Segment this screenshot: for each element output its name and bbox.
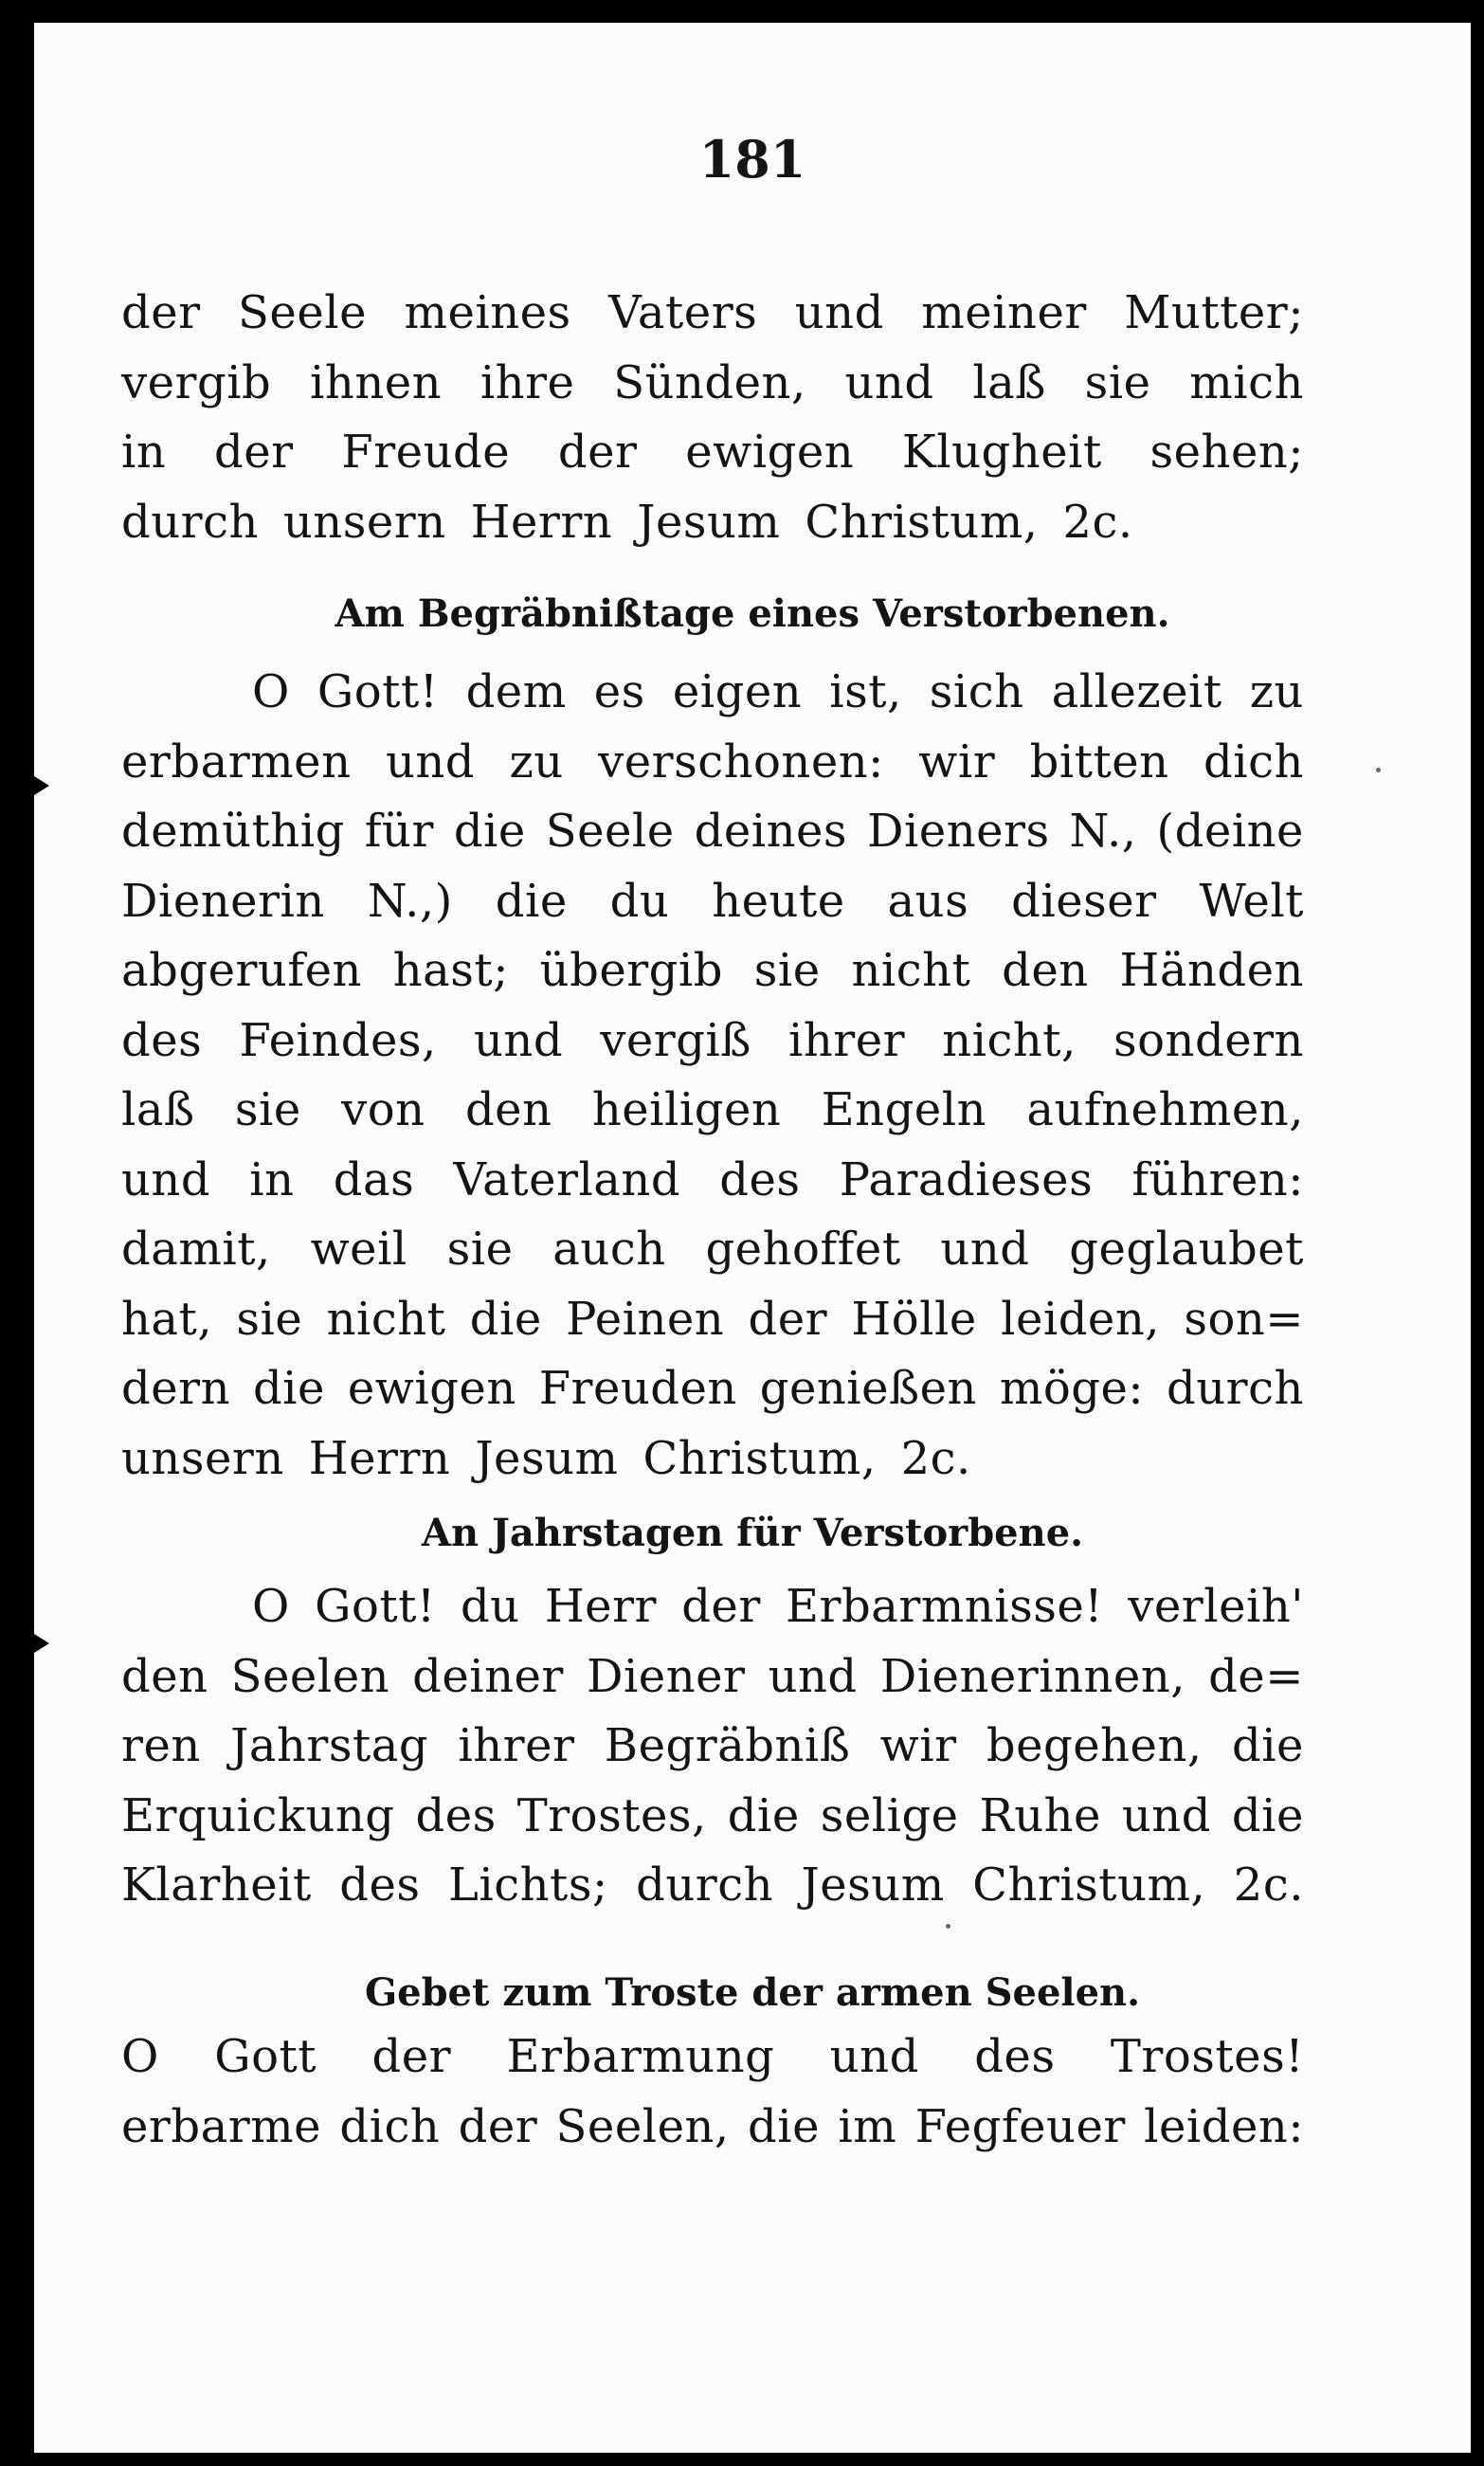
word: die: [1231, 1719, 1304, 1772]
word: die: [453, 805, 526, 858]
text-line: [121, 279, 1304, 349]
page-number: 181: [698, 129, 806, 190]
word: sie: [236, 1292, 303, 1346]
word: hat,: [121, 1292, 213, 1346]
text-line: [121, 1354, 1304, 1424]
word: nicht: [326, 1292, 446, 1346]
word: aus: [887, 874, 969, 928]
word: und: [829, 2030, 919, 2083]
word: Gott!: [317, 665, 439, 718]
word: mich: [1189, 355, 1304, 409]
word: Peinen: [566, 1292, 725, 1346]
paragraph-3: [121, 1572, 1304, 1921]
word: Feindes,: [239, 1013, 437, 1067]
word: Vaterland: [453, 1152, 681, 1206]
text-line: [121, 1572, 1304, 1642]
text-line: [121, 936, 1304, 1006]
word: dern: [121, 1362, 230, 1415]
word: Herrn: [308, 1431, 451, 1485]
word: damit,: [121, 1223, 271, 1276]
word: und: [768, 1649, 858, 1703]
word: sie: [1084, 355, 1151, 409]
word: Freude: [341, 426, 511, 479]
word: Herrn: [470, 495, 613, 549]
word: den: [464, 1083, 552, 1136]
word: (deine: [1156, 805, 1304, 858]
word: leiden,: [1001, 1292, 1161, 1346]
word: im: [838, 2099, 897, 2153]
word: es: [593, 665, 645, 718]
word: Gott!: [315, 1580, 436, 1633]
word: der: [681, 1580, 761, 1633]
word: O: [252, 1580, 290, 1633]
text-line: [121, 2093, 1304, 2163]
word: Dieners: [866, 805, 1050, 858]
word: Vaters: [608, 286, 758, 339]
word: Jesum: [801, 1859, 945, 1912]
word: begehen,: [986, 1719, 1203, 1772]
text-line: [121, 1006, 1304, 1077]
word: des: [974, 2030, 1056, 2083]
word: O: [252, 665, 290, 718]
word: ihre: [480, 355, 575, 409]
word: allezeit: [1051, 665, 1222, 718]
word: de=: [1208, 1649, 1304, 1703]
word: und: [844, 355, 934, 409]
word: vergib: [121, 355, 272, 409]
paragraph-1: [121, 279, 1304, 557]
text-line: [121, 867, 1304, 937]
word: Begräbniß: [604, 1719, 851, 1772]
text-line: [121, 1285, 1304, 1355]
text-line: [121, 1642, 1304, 1713]
word: des: [415, 1788, 497, 1842]
word: in: [121, 426, 167, 479]
text-line: [121, 1076, 1304, 1146]
word: auch: [552, 1223, 666, 1276]
section-heading-prayer: Gebet zum Troste der armen Seelen.: [364, 1970, 1141, 2015]
word: 2c.: [900, 1431, 971, 1485]
text-line: [121, 2022, 1304, 2093]
word: von: [341, 1083, 425, 1136]
word: du: [609, 874, 670, 928]
word: erbarme: [121, 2099, 322, 2153]
word: die: [252, 1362, 325, 1415]
word: Sünden,: [613, 355, 806, 409]
paper-speck: [946, 1924, 950, 1929]
word: deines: [694, 805, 848, 858]
word: wir: [918, 734, 996, 789]
text-line: [121, 1851, 1304, 1921]
word: Christum,: [805, 495, 1039, 549]
word: ist,: [829, 665, 902, 718]
word: nicht,: [942, 1013, 1077, 1067]
word: meines: [404, 286, 571, 339]
word: der: [748, 1292, 828, 1346]
word: der: [371, 2030, 452, 2083]
word: sie: [446, 1223, 514, 1276]
text-line: [121, 349, 1304, 419]
text-line: [121, 1146, 1304, 1216]
word: Seele: [238, 286, 367, 339]
word: geglaubet: [1069, 1223, 1304, 1276]
word: Jahrstag: [230, 1719, 429, 1772]
word: verleih': [1128, 1580, 1304, 1633]
word: Seelen: [230, 1649, 390, 1703]
word: N.,): [367, 874, 453, 928]
word: Engeln: [821, 1083, 986, 1136]
word: heute: [712, 874, 845, 928]
word: zu: [509, 734, 564, 789]
word: ihrer: [458, 1719, 575, 1772]
word: ihrer: [788, 1013, 906, 1067]
word: Christum,: [642, 1431, 877, 1485]
word: Händen: [1119, 944, 1304, 997]
word: nicht: [851, 944, 971, 997]
word: und: [794, 286, 884, 339]
word: durch: [636, 1859, 774, 1912]
paper-speck: [1376, 768, 1381, 772]
word: Trostes,: [516, 1788, 707, 1842]
word: ren: [121, 1719, 201, 1772]
word: sondern: [1113, 1013, 1304, 1067]
word: laß: [972, 355, 1046, 409]
text-line: [121, 418, 1304, 488]
word: dich: [339, 2099, 441, 2153]
word: Seele: [545, 805, 675, 858]
word: meiner: [921, 286, 1087, 339]
text-line: [121, 1215, 1304, 1285]
word: Lichts;: [448, 1859, 608, 1912]
word: Hölle: [851, 1292, 977, 1346]
word: heiligen: [591, 1083, 782, 1136]
word: sehen;: [1149, 426, 1304, 479]
word: du: [460, 1580, 520, 1633]
word: durch: [1167, 1362, 1304, 1415]
book-page: [34, 23, 1471, 2453]
word: erbarmen: [121, 734, 352, 789]
text-line: [121, 658, 1304, 728]
word: Diener: [586, 1649, 746, 1703]
word: genießen: [759, 1362, 977, 1415]
text-line: [121, 1782, 1304, 1852]
paragraph-2: [121, 658, 1304, 1494]
text-line: [121, 1712, 1304, 1782]
word: der: [557, 426, 638, 479]
word: hast;: [392, 944, 509, 997]
word: die: [1231, 1788, 1304, 1842]
word: der: [214, 426, 294, 479]
word: 2c.: [1233, 1859, 1304, 1912]
word: Erquickung: [121, 1788, 395, 1842]
word: und: [121, 1152, 211, 1206]
word: und: [473, 1013, 564, 1067]
word: Fegfeuer: [914, 2099, 1126, 2153]
word: Dienerin: [121, 874, 325, 928]
word: Erbarmung: [506, 2030, 775, 2083]
word: zu: [1249, 665, 1304, 718]
word: Trostes!: [1110, 2030, 1304, 2083]
word: Mutter;: [1124, 286, 1304, 339]
section-heading-anniversary: An Jahrstagen für Verstorbene.: [421, 1511, 1084, 1555]
word: N.,: [1069, 805, 1137, 858]
word: Paradieses: [839, 1152, 1094, 1206]
word: Jesum: [637, 495, 781, 549]
word: ewigen: [685, 426, 855, 479]
word: Klugheit: [901, 426, 1102, 479]
word: leiden:: [1144, 2099, 1304, 2153]
word: der: [458, 2099, 538, 2153]
word: Gott: [214, 2030, 317, 2083]
word: in: [249, 1152, 295, 1206]
word: übergib: [539, 944, 723, 997]
word: son=: [1184, 1292, 1304, 1346]
word: die: [748, 2099, 820, 2153]
word: den: [121, 1649, 208, 1703]
binding-mark: [34, 1634, 49, 1653]
word: sich: [929, 665, 1024, 718]
word: verschonen:: [598, 734, 884, 789]
word: unsern: [121, 1431, 284, 1485]
word: des: [339, 1859, 421, 1912]
word: dem: [465, 665, 567, 718]
word: abgerufen: [121, 944, 362, 997]
word: für: [364, 805, 434, 858]
paragraph-4: [121, 2022, 1304, 2162]
word: sie: [753, 944, 821, 997]
word: gehoffet: [705, 1223, 901, 1276]
word: der: [121, 286, 201, 339]
word: Jesum: [475, 1431, 619, 1485]
word: laß: [121, 1083, 195, 1136]
word: führen:: [1131, 1152, 1304, 1206]
word: und: [1121, 1788, 1211, 1842]
word: selige: [820, 1788, 959, 1842]
word: möge:: [999, 1362, 1145, 1415]
word: des: [121, 1013, 203, 1067]
word: 2c.: [1062, 495, 1133, 549]
word: Seelen,: [555, 2099, 730, 2153]
word: die: [495, 874, 568, 928]
word: deiner: [412, 1649, 564, 1703]
word: weil: [310, 1223, 407, 1276]
word: ihnen: [310, 355, 443, 409]
word: Dienerinnen,: [879, 1649, 1185, 1703]
word: O: [121, 2030, 159, 2083]
word: des: [719, 1152, 801, 1206]
word: dich: [1203, 734, 1304, 789]
word: wir: [879, 1719, 957, 1772]
text-line: [121, 488, 1304, 558]
word: das: [333, 1152, 415, 1206]
word: Klarheit: [121, 1859, 312, 1912]
word: den: [1002, 944, 1089, 997]
word: sie: [234, 1083, 301, 1136]
text-line: [121, 797, 1304, 867]
binding-mark: [34, 776, 49, 795]
word: Christum,: [972, 1859, 1206, 1912]
word: und: [385, 734, 475, 789]
word: die: [469, 1292, 542, 1346]
word: eigen: [672, 665, 803, 718]
word: unsern: [282, 495, 446, 549]
text-line: [121, 1424, 1304, 1495]
word: Erbarmnisse!: [786, 1580, 1104, 1633]
word: durch: [121, 495, 259, 549]
word: die: [727, 1788, 800, 1842]
word: Herr: [544, 1580, 657, 1633]
word: vergiß: [600, 1013, 751, 1067]
word: und: [940, 1223, 1030, 1276]
word: aufnehmen,: [1026, 1083, 1304, 1136]
section-heading-burial-day: Am Begräbnißtage eines Verstorbenen.: [335, 591, 1170, 636]
word: demüthig: [121, 805, 345, 858]
text-line: [121, 728, 1304, 798]
word: Ruhe: [979, 1788, 1101, 1842]
word: Welt: [1199, 874, 1304, 928]
word: ewigen: [347, 1362, 516, 1415]
word: bitten: [1029, 734, 1169, 789]
word: dieser: [1011, 874, 1157, 928]
word: Freuden: [538, 1362, 737, 1415]
